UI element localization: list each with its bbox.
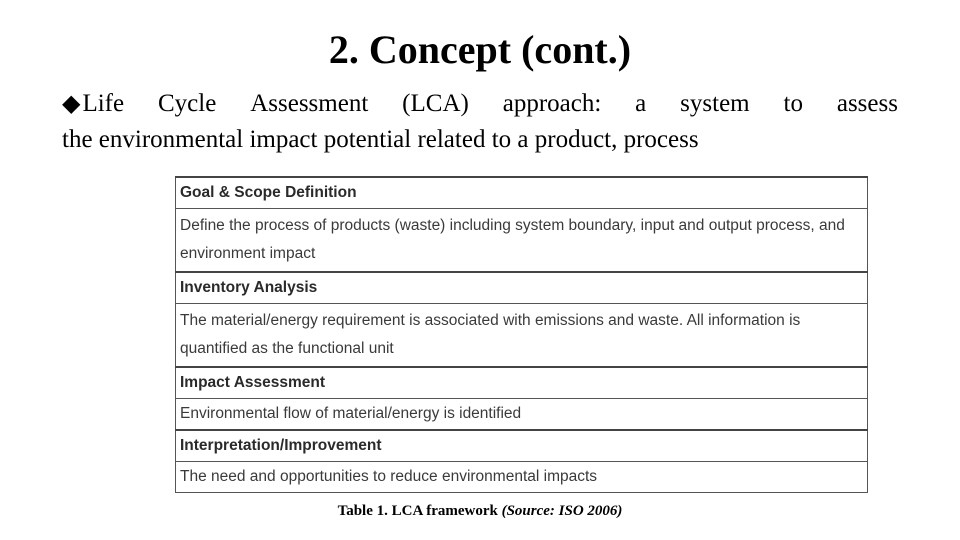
bullet-word: approach: <box>502 90 602 117</box>
table-row <box>176 272 868 304</box>
bullet-line-2: the environmental impact potential related to a product, process <box>62 126 699 153</box>
bullet-word: system <box>680 90 750 117</box>
table-row <box>176 209 868 273</box>
caption-label: Table 1. LCA framework <box>337 503 502 519</box>
bullet-paragraph <box>62 86 898 158</box>
bullet-word: Life <box>82 90 125 117</box>
table-row <box>176 399 868 431</box>
section-heading-inventory: Inventory Analysis <box>176 272 868 304</box>
section-heading-impact: Impact Assessment <box>176 367 868 399</box>
bullet-word: Cycle <box>158 90 217 117</box>
table-caption <box>0 500 960 522</box>
table-row <box>176 177 868 209</box>
section-description-impact: Environmental flow of material/energy is identified <box>176 399 868 431</box>
bullet-first-word-group <box>62 86 124 122</box>
bullet-word: Assessment <box>250 90 369 117</box>
section-description-goal-scope: Define the process of products (waste) including system boundary, input and output process, and environment impact <box>176 209 868 273</box>
bullet-word: to <box>783 90 803 117</box>
diamond-bullet-icon: ◆ <box>62 91 81 117</box>
bullet-word: (LCA) <box>402 90 469 117</box>
section-description-inventory: The material/energy requirement is associated with emissions and waste. All information is quantified as the functional unit <box>176 304 868 368</box>
slide-title: 2. Concept (cont.) <box>328 27 632 72</box>
section-description-interpretation: The need and opportunities to reduce environmental impacts <box>176 462 868 493</box>
table-row <box>176 462 868 493</box>
bullet-word: a <box>635 90 647 117</box>
bullet-word: assess <box>836 90 898 117</box>
table-row <box>176 430 868 462</box>
section-heading-interpretation: Interpretation/Improvement <box>176 430 868 462</box>
section-heading-goal-scope: Goal & Scope Definition <box>176 177 868 209</box>
table-row <box>176 304 868 368</box>
caption-source: (Source: ISO 2006) <box>501 503 623 519</box>
table-row <box>176 367 868 399</box>
bullet-line-1 <box>62 86 898 122</box>
lca-framework-table <box>175 176 868 493</box>
